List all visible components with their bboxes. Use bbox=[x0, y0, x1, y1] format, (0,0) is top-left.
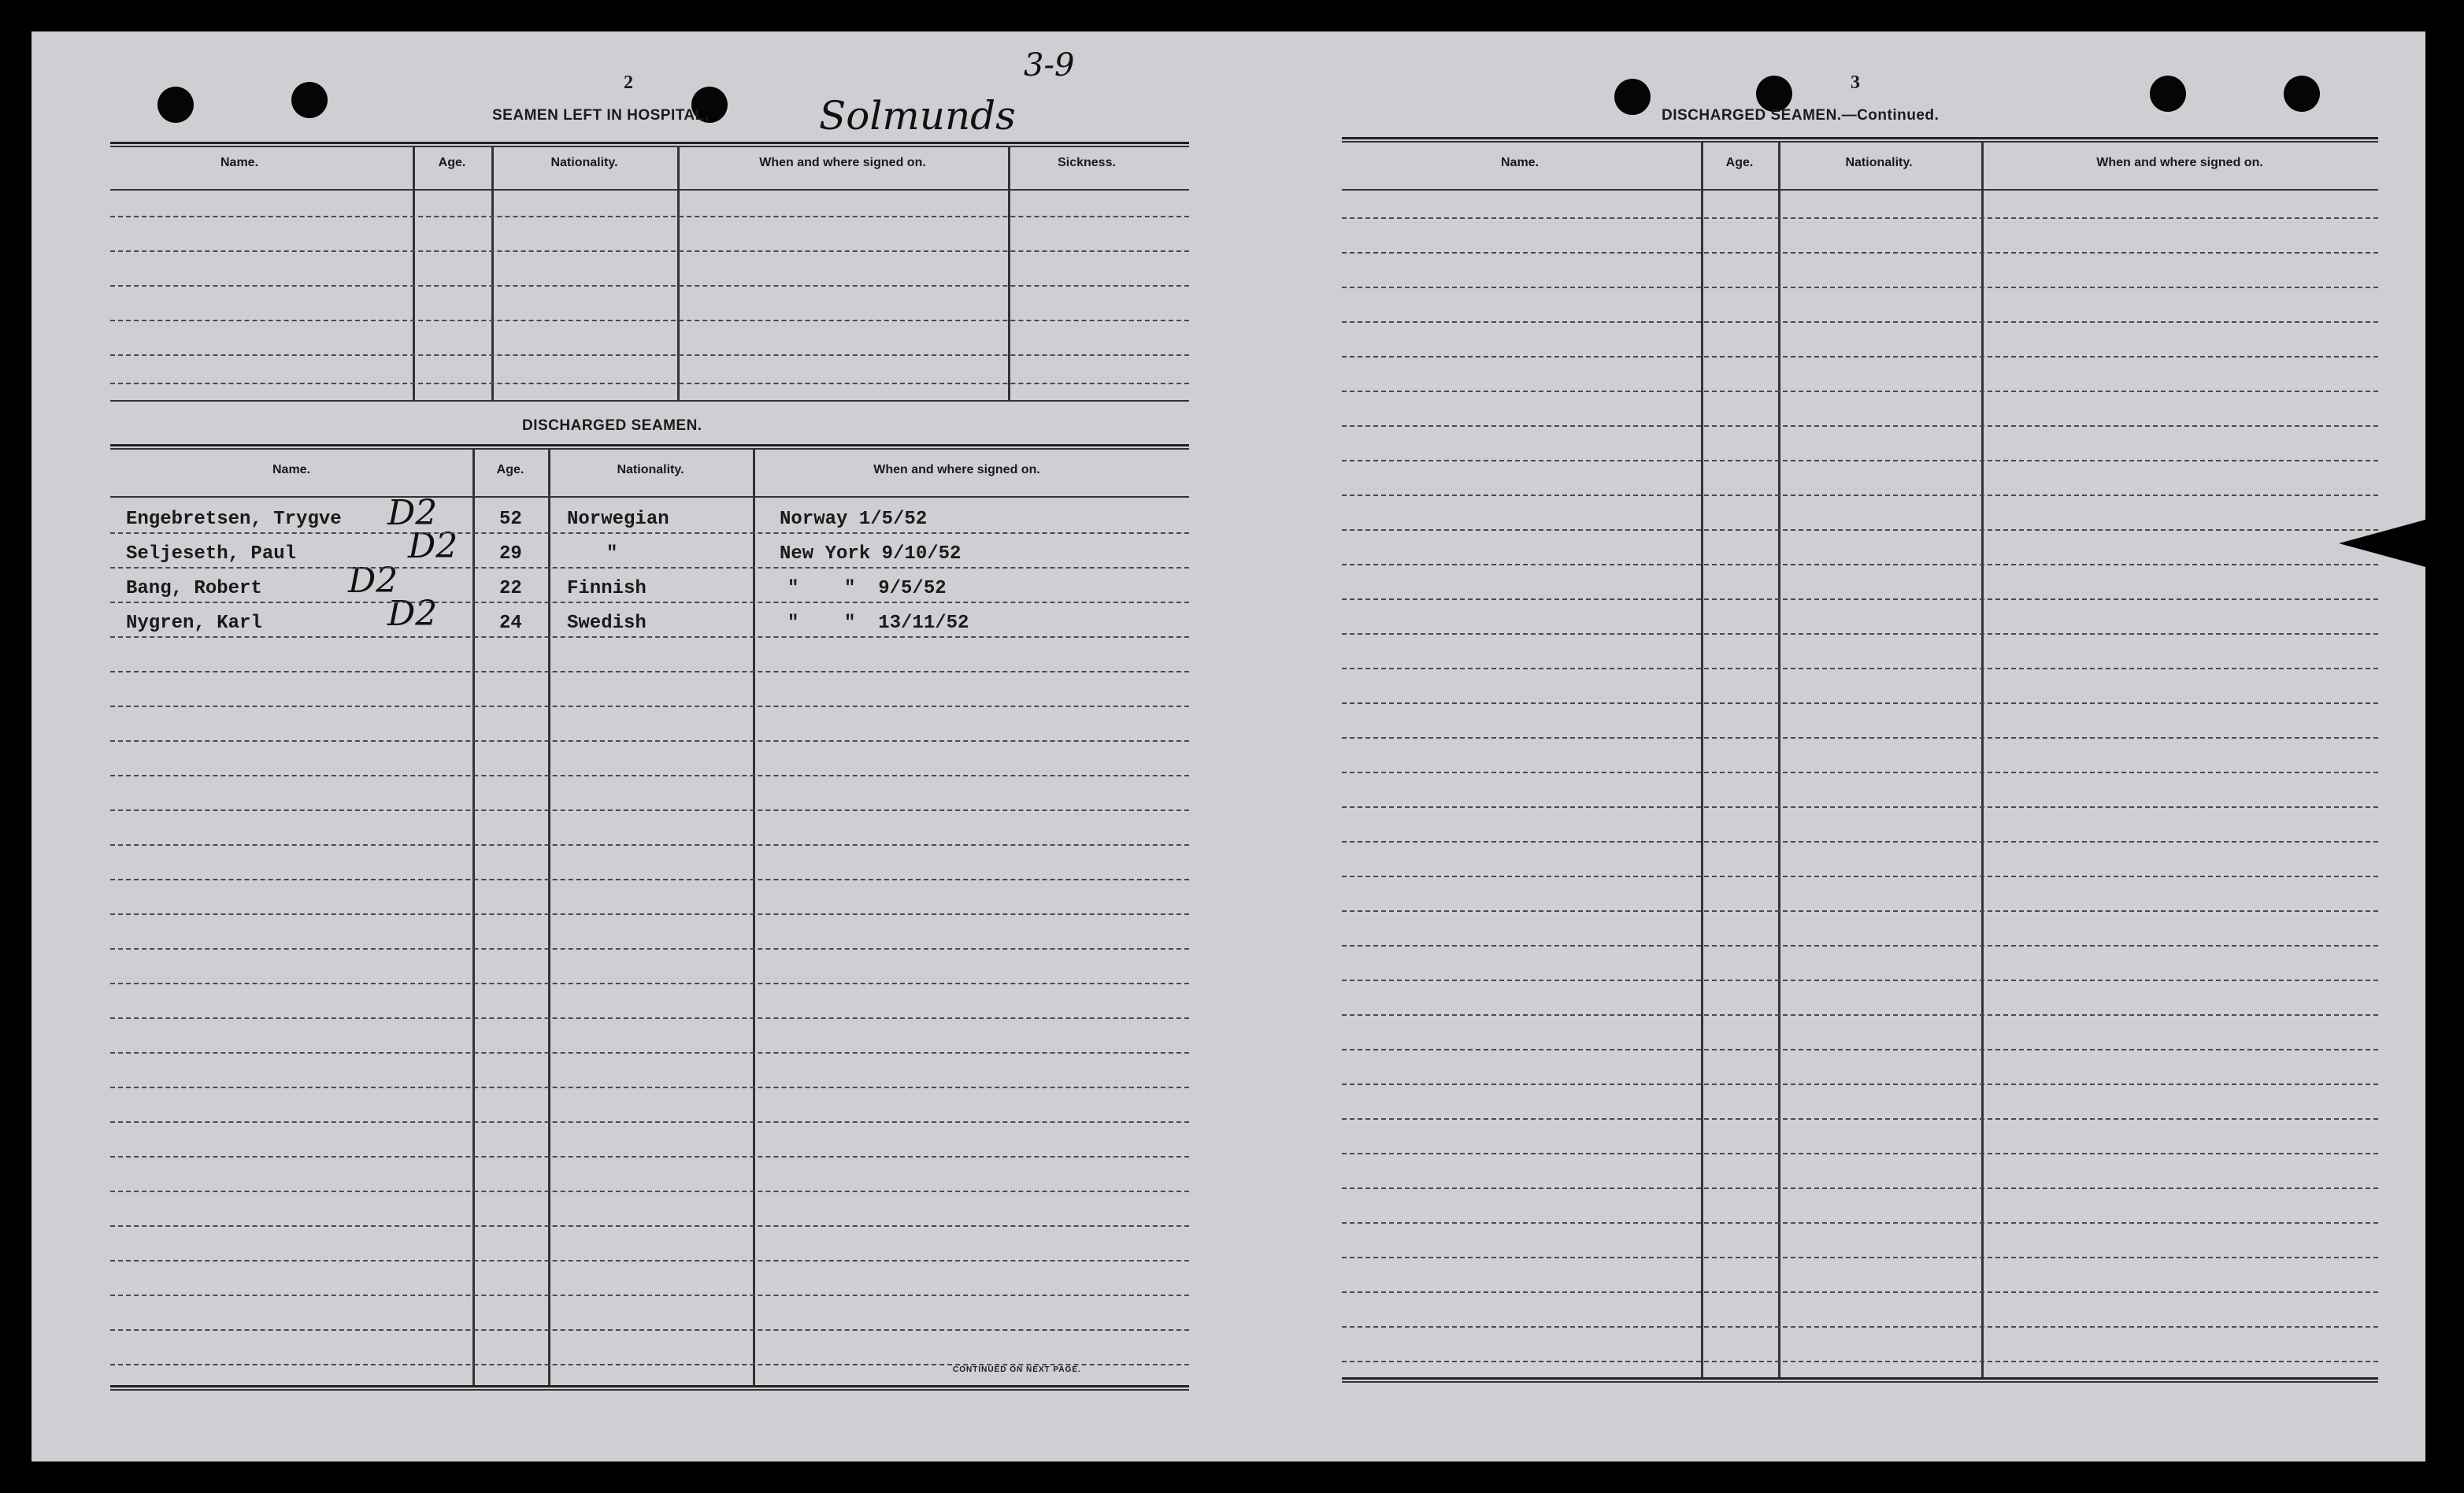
ruled-line bbox=[110, 775, 1189, 776]
ruled-line bbox=[1342, 1187, 2378, 1189]
ruled-line bbox=[1342, 1118, 2378, 1120]
column-header-name: Name. bbox=[1500, 156, 1540, 169]
ruled-line bbox=[1342, 1049, 2378, 1050]
table-rule bbox=[110, 400, 1189, 402]
handwritten-mark: D2 bbox=[387, 493, 438, 533]
column-divider bbox=[1701, 141, 1703, 1377]
ruled-line bbox=[1342, 391, 2378, 392]
column-divider bbox=[1778, 141, 1780, 1377]
table-rule bbox=[110, 1389, 1189, 1391]
ruled-line bbox=[1342, 841, 2378, 843]
column-divider bbox=[472, 448, 475, 1385]
table-rule bbox=[1342, 189, 2378, 191]
seaman-nationality: Swedish bbox=[567, 613, 647, 634]
column-header-sickness: Sickness. bbox=[1058, 156, 1116, 169]
ruled-line bbox=[110, 671, 1189, 672]
ruled-line bbox=[110, 879, 1189, 880]
table-rule bbox=[110, 448, 1189, 450]
handwritten-mark: D2 bbox=[408, 526, 458, 566]
table-rule bbox=[110, 146, 1189, 147]
hospital-section-title: SEAMEN LEFT IN HOSPITAL. bbox=[492, 107, 710, 124]
ruled-line bbox=[110, 532, 1189, 534]
table-rule bbox=[1342, 1377, 2378, 1380]
ruled-line bbox=[1342, 598, 2378, 600]
ruled-line bbox=[110, 1087, 1189, 1088]
continued-footnote: CONTINUED ON NEXT PAGE. bbox=[953, 1365, 1081, 1374]
ruled-line bbox=[110, 809, 1189, 811]
column-header-signed-on: When and where signed on. bbox=[2096, 156, 2263, 169]
ruled-line bbox=[1342, 287, 2378, 288]
ruled-line bbox=[110, 1329, 1189, 1331]
seaman-age: 24 bbox=[499, 613, 522, 634]
column-header-signed-on: When and where signed on. bbox=[759, 156, 926, 169]
ruled-line bbox=[110, 250, 1189, 252]
ruled-line bbox=[1342, 945, 2378, 947]
ruled-line bbox=[110, 216, 1189, 217]
ruled-line bbox=[110, 1121, 1189, 1123]
discharged-section-title: DISCHARGED SEAMEN. bbox=[522, 417, 702, 434]
column-header-name: Name. bbox=[272, 463, 311, 476]
column-divider bbox=[677, 146, 680, 400]
seaman-age: 22 bbox=[499, 578, 522, 599]
table-rule bbox=[110, 444, 1189, 446]
punch-hole bbox=[157, 87, 194, 123]
ruled-line bbox=[110, 1191, 1189, 1192]
right-section-title: DISCHARGED SEAMEN.—Continued. bbox=[1662, 107, 1940, 124]
handwritten-mark: D2 bbox=[348, 561, 398, 601]
document-sheet bbox=[31, 31, 2425, 1462]
handwritten-mark: D2 bbox=[387, 594, 438, 634]
page-number: 2 bbox=[624, 72, 633, 93]
table-rule bbox=[110, 189, 1189, 191]
left-page bbox=[31, 31, 1213, 1462]
ruled-line bbox=[110, 567, 1189, 569]
ruled-line bbox=[1342, 1084, 2378, 1085]
ruled-line bbox=[1342, 495, 2378, 496]
ruled-line bbox=[1342, 1153, 2378, 1154]
punch-hole bbox=[291, 82, 328, 118]
page-number: 3 bbox=[1851, 72, 1860, 93]
column-divider bbox=[1008, 146, 1010, 400]
ruled-line bbox=[110, 1295, 1189, 1296]
table-rule bbox=[1342, 1381, 2378, 1383]
seaman-name: Nygren, Karl bbox=[126, 613, 262, 634]
column-header-nationality: Nationality. bbox=[1845, 156, 1913, 169]
seaman-age: 29 bbox=[499, 543, 522, 565]
ruled-line bbox=[110, 383, 1189, 384]
ruled-line bbox=[1342, 460, 2378, 461]
ruled-line bbox=[110, 913, 1189, 915]
ruled-line bbox=[1342, 1291, 2378, 1293]
table-rule bbox=[1342, 137, 2378, 139]
ruled-line bbox=[1342, 737, 2378, 739]
ruled-line bbox=[1342, 702, 2378, 704]
ruled-line bbox=[1342, 564, 2378, 565]
ruled-line bbox=[1342, 529, 2378, 531]
ruled-line bbox=[1342, 980, 2378, 981]
ruled-line bbox=[1342, 633, 2378, 635]
ruled-line bbox=[1342, 321, 2378, 323]
seaman-nationality: Finnish bbox=[567, 578, 647, 599]
column-divider bbox=[1981, 141, 1984, 1377]
seaman-nationality: " bbox=[606, 543, 618, 565]
table-rule bbox=[110, 496, 1189, 498]
column-header-age: Age. bbox=[1725, 156, 1754, 169]
ruled-line bbox=[110, 983, 1189, 984]
punch-hole bbox=[2284, 76, 2320, 112]
ruled-line bbox=[110, 844, 1189, 846]
table-rule bbox=[110, 1385, 1189, 1387]
ruled-line bbox=[1342, 217, 2378, 219]
seaman-name: Engebretsen, Trygve bbox=[126, 509, 342, 530]
ruled-line bbox=[1342, 425, 2378, 427]
handwritten-annotation: 3-9 bbox=[1024, 47, 1075, 83]
ruled-line bbox=[1342, 668, 2378, 669]
column-divider bbox=[413, 146, 415, 400]
seaman-age: 52 bbox=[499, 509, 522, 530]
ruled-line bbox=[110, 1260, 1189, 1261]
column-divider bbox=[548, 448, 550, 1385]
seaman-signed-on: Norway 1/5/52 bbox=[780, 509, 928, 530]
ruled-line bbox=[1342, 356, 2378, 358]
page-edge-notch bbox=[2339, 520, 2425, 567]
ruled-line bbox=[110, 1225, 1189, 1227]
column-header-nationality: Nationality. bbox=[617, 463, 684, 476]
seaman-signed-on: New York 9/10/52 bbox=[780, 543, 962, 565]
column-header-signed-on: When and where signed on. bbox=[873, 463, 1040, 476]
ruled-line bbox=[1342, 1257, 2378, 1258]
seaman-nationality: Norwegian bbox=[567, 509, 669, 530]
ruled-line bbox=[110, 1052, 1189, 1054]
table-rule bbox=[110, 142, 1189, 144]
ruled-line bbox=[1342, 876, 2378, 877]
ruled-line bbox=[110, 740, 1189, 742]
ruled-line bbox=[1342, 1326, 2378, 1328]
column-header-name: Name. bbox=[220, 156, 259, 169]
ruled-line bbox=[110, 1156, 1189, 1158]
seaman-signed-on: " " 9/5/52 bbox=[787, 578, 947, 599]
ruled-line bbox=[1342, 252, 2378, 254]
seaman-name: Seljeseth, Paul bbox=[126, 543, 297, 565]
ruled-line bbox=[110, 285, 1189, 287]
column-header-age: Age. bbox=[496, 463, 524, 476]
ruled-line bbox=[1342, 910, 2378, 912]
seaman-name: Bang, Robert bbox=[126, 578, 262, 599]
ruled-line bbox=[1342, 1222, 2378, 1224]
handwritten-signature: Solmunds bbox=[819, 93, 1016, 139]
ruled-line bbox=[1342, 1361, 2378, 1362]
punch-hole bbox=[1614, 79, 1651, 115]
column-divider bbox=[491, 146, 494, 400]
ruled-line bbox=[110, 706, 1189, 707]
ruled-line bbox=[1342, 806, 2378, 808]
column-header-age: Age. bbox=[438, 156, 466, 169]
table-rule bbox=[1342, 141, 2378, 143]
ruled-line bbox=[110, 354, 1189, 356]
ruled-line bbox=[110, 948, 1189, 950]
column-divider bbox=[753, 448, 755, 1385]
right-page bbox=[1260, 31, 2425, 1462]
ruled-line bbox=[110, 636, 1189, 638]
column-header-nationality: Nationality. bbox=[550, 156, 618, 169]
ruled-line bbox=[110, 320, 1189, 321]
seaman-signed-on: " " 13/11/52 bbox=[787, 613, 969, 634]
ruled-line bbox=[110, 1017, 1189, 1019]
ruled-line bbox=[1342, 772, 2378, 773]
ruled-line bbox=[1342, 1014, 2378, 1016]
punch-hole bbox=[2150, 76, 2186, 112]
ruled-line bbox=[110, 602, 1189, 603]
